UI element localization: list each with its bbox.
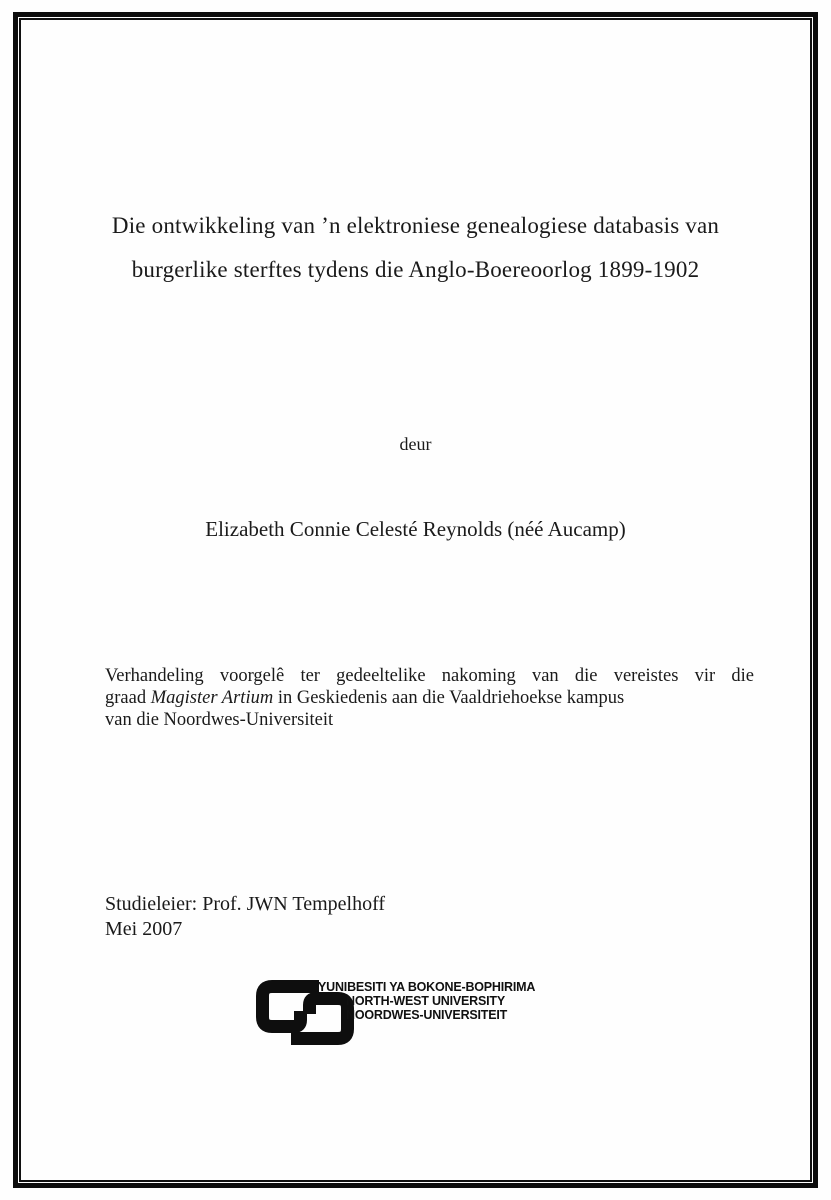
university-logo <box>256 978 596 1050</box>
degree-statement <box>105 665 754 731</box>
thesis-title-line2: burgerlike sterftes tydens die Anglo-Boereoorlog 1899-1902 <box>131 257 700 282</box>
degree-statement-line2-prefix: graad <box>105 688 151 708</box>
university-name-english: NORTH-WEST UNIVERSITY <box>346 994 505 1008</box>
thesis-title-line1: Die ontwikkeling van ’n elektroniese genealogiese databasis van <box>111 213 720 238</box>
degree-statement-line2-suffix: in Geskiedenis aan die Vaaldriehoekse kampus <box>273 688 625 708</box>
university-name-afrikaans: NOORDWES-UNIVERSITEIT <box>346 1008 508 1022</box>
university-logo-text <box>318 980 535 1022</box>
byline-label: deur <box>399 434 432 454</box>
degree-statement-line3: van die Noordwes-Universiteit <box>105 710 334 730</box>
degree-statement-line2 <box>105 687 754 709</box>
supervisor-and-date <box>105 892 385 941</box>
date-line: Mei 2007 <box>105 917 183 940</box>
degree-statement-line1: Verhandeling voorgelê ter gedeeltelike nakoming van die vereistes vir die <box>105 666 754 686</box>
university-name-setswana: YUNIBESITI YA BOKONE-BOPHIRIMA <box>318 980 536 994</box>
thesis-title <box>60 204 771 292</box>
degree-name-italic: Magister Artium <box>150 688 274 708</box>
author-name: Elizabeth Connie Celesté Reynolds (néé Aucamp) <box>205 517 626 541</box>
supervisor-line: Studieleier: Prof. JWN Tempelhoff <box>105 893 386 915</box>
